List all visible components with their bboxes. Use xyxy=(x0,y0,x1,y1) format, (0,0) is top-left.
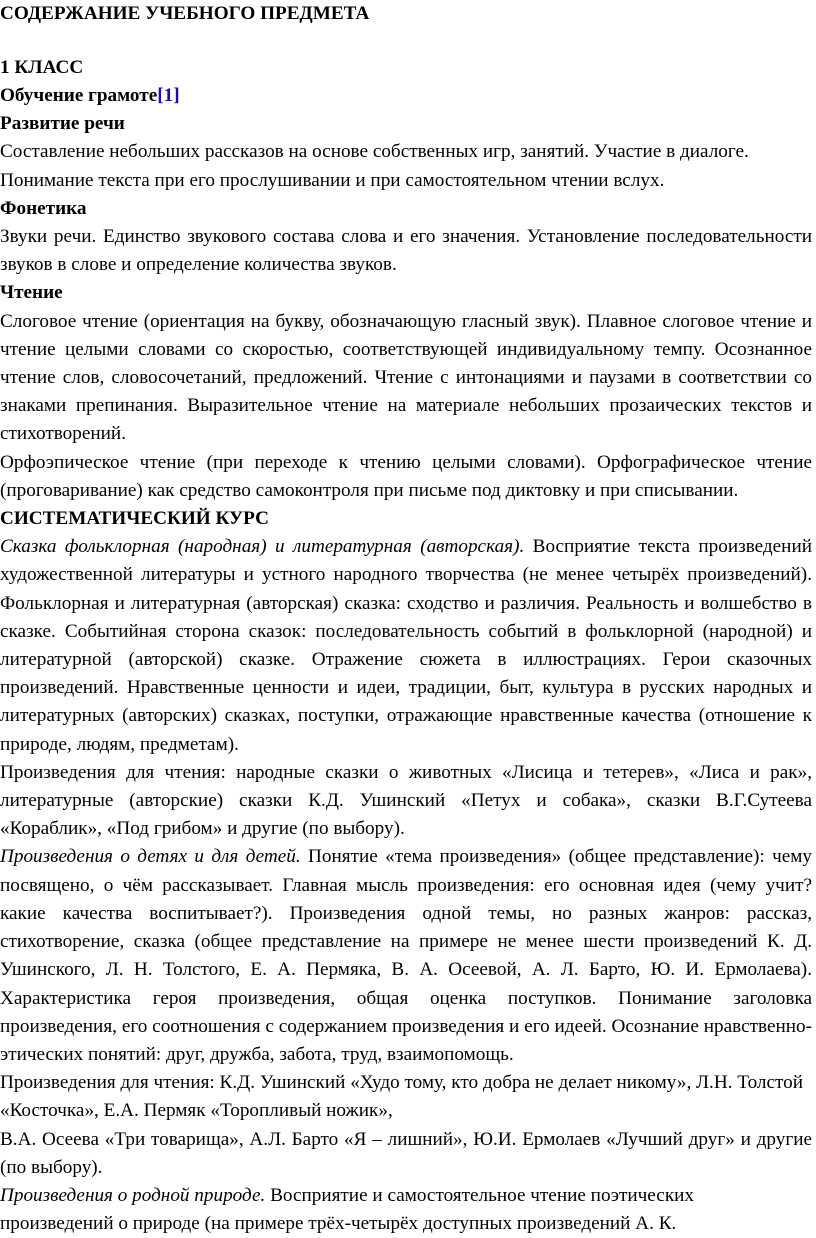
nature-text: Восприятие и самостоятельное чтение поэтических произведений о природе (на примере трёх-четырёх доступных произведений А. К. xyxy=(0,1184,695,1235)
footnote-link[interactable]: [1] xyxy=(157,85,180,106)
tale-paragraph xyxy=(0,533,812,759)
children-paragraph xyxy=(0,843,812,1069)
children-topic: Произведения о детях и для детей. xyxy=(0,846,301,868)
reading-paragraph-1: Слоговое чтение (ориентация на букву, обозначающую гласный звук). Плавное слоговое чтение и чтение целыми словами со скоростью, соответствующей индивидуальному темпу. Осознанное чтение слов, словосочетаний, предложений. Чтение с интонациями и паузами в соответствии со знаками препинания. Выразительное чтение на материале небольших прозаических текстов и стихотворений. xyxy=(0,310,812,445)
children-text: Понятие «тема произведения» (общее представление): чему посвящено, о чём рассказывает. Главная мысль произведения: его основная идея (чему учит? какие качества воспитывает?). Произведения одной темы, но разных жанров: рассказ, стихотворение, сказка (общее представление на примере не менее шести произведений К. Д. Ушинского, Л. Н. Толстого, Е. А. Пермяка, В. А. Осеевой, А. Л. Барто, Ю. И. Ермолаева). Характеристика героя произведения, общая оценка поступков. Понимание заголовка произведения, его соотношения с содержанием произведения и его идеей. Осознание нравственно-этических понятий: друг, дружба, забота, труд, взаимопомощь. xyxy=(0,846,812,1065)
children-works-paragraph-1: Произведения для чтения: К.Д. Ушинский «Худо тому, кто добра не делает никому», Л.Н. Толстой «Косточка», Е.А. Пермяк «Торопливый ножик», xyxy=(0,1072,804,1122)
reading-paragraph-2: Орфоэпическое чтение (при переходе к чтению целыми словами). Орфографическое чтение (проговаривание) как средство самоконтроля при письме под диктовку и при списывании. xyxy=(0,451,812,501)
tale-topic: Сказка фольклорная (народная) и литературная (авторская). xyxy=(0,536,525,558)
literacy-heading-text: Обучение грамоте xyxy=(0,85,158,106)
subsection-heading-phonetics: Фонетика xyxy=(0,197,87,219)
page-title: СОДЕРЖАНИЕ УЧЕБНОГО ПРЕДМЕТА xyxy=(0,3,370,24)
document-body xyxy=(0,82,812,1238)
tale-text: Восприятие текста произведений художественной литературы и устного народного творчества (не менее четырёх произведений). Фольклорная и литературная (авторская) сказка: сходство и различия. Реальность и волшебство в сказке. Событийная сторона сказок: последовательность событий в фольклорной (народной) и литературной (авторской) сказке. Отражение сюжета в иллюстрациях. Герои сказочных произведений. Нравственные ценности и идеи, традиции, быт, культура в русских народных и литературных (авторских) сказках, поступки, отражающие нравственные качества (отношение к природе, людям, предметам). xyxy=(0,536,812,755)
subsection-heading-speech: Развитие речи xyxy=(0,113,125,135)
grade-heading: 1 КЛАСС xyxy=(0,57,84,78)
children-works-paragraph-2: В.А. Осеева «Три товарища», А.Л. Барто «Я – лишний», Ю.И. Ермолаев «Лучший друг» и другие (по выбору). xyxy=(0,1128,812,1178)
tale-works-paragraph: Произведения для чтения: народные сказки о животных «Лисица и тетерев», «Лиса и рак», литературные (авторские) сказки К.Д. Ушинский «Петух и собака», сказки В.Г.Сутеева «Кораблик», «Под грибом» и другие (по выбору). xyxy=(0,761,812,840)
nature-topic: Произведения о родной природе. xyxy=(0,1184,266,1206)
phonetics-paragraph: Звуки речи. Единство звукового состава слова и его значения. Установление последовательности звуков в слове и определение количества звуков. xyxy=(0,226,812,276)
speech-paragraph: Составление небольших рассказов на основе собственных игр, занятий. Участие в диалоге. Понимание текста при его прослушивании и при самостоятельном чтении вслух. xyxy=(0,141,749,191)
subsection-heading-reading: Чтение xyxy=(0,282,63,304)
section-heading-literacy xyxy=(0,82,812,110)
nature-paragraph xyxy=(0,1182,812,1238)
section-heading-systematic: СИСТЕМАТИЧЕСКИЙ КУРС xyxy=(0,508,269,530)
